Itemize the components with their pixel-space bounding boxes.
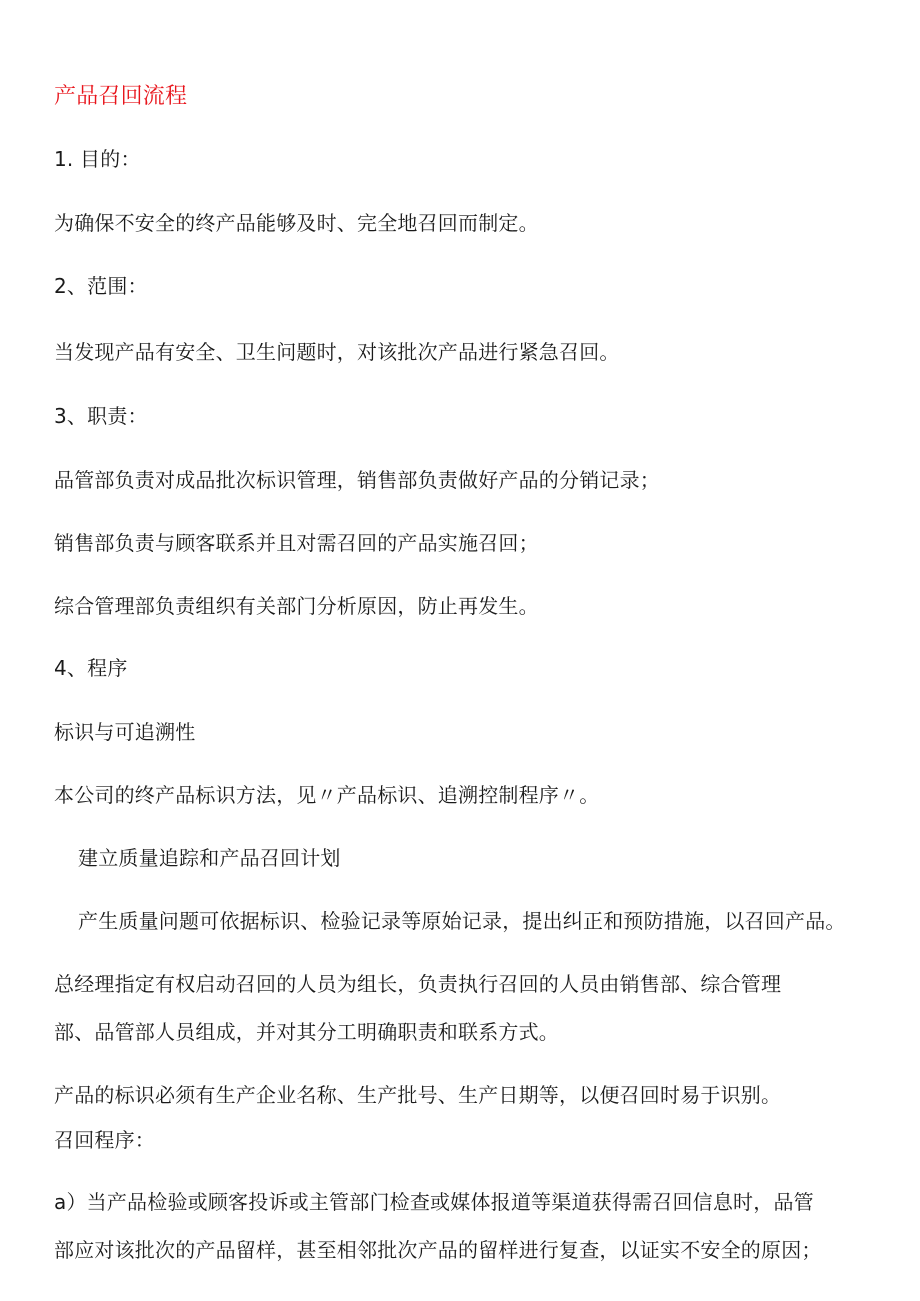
recall-step-a-text-2: 部应对该批次的产品留样，甚至相邻批次产品的留样进行复查，以证实不安全的原因； — [54, 1238, 822, 1262]
section-purpose-heading: 1. 目的： — [54, 147, 141, 171]
recall-team-text-1: 总经理指定有权启动召回的人员为组长，负责执行召回的人员由销售部、综合管理 — [54, 972, 782, 996]
traceability-heading: 标识与可追溯性 — [54, 720, 196, 744]
recall-team-text-2: 部、品管部人员组成，并对其分工明确职责和联系方式。 — [54, 1020, 559, 1044]
recall-plan-heading: 建立质量追踪和产品召回计划 — [78, 846, 341, 870]
duty-text-2: 销售部负责与顾客联系并且对需召回的产品实施召回； — [54, 531, 539, 555]
recall-plan-text: 产生质量问题可依据标识、检验记录等原始记录，提出纠正和预防措施，以召回产品。 — [78, 909, 846, 933]
section-scope-heading: 2、范围： — [54, 274, 148, 298]
recall-step-a-text-1: a）当产品检验或顾客投诉或主管部门检查或媒体报道等渠道获得需召回信息时，品管 — [54, 1190, 814, 1214]
recall-procedure-heading: 召回程序： — [54, 1128, 155, 1152]
scope-text: 当发现产品有安全、卫生问题时，对该批次产品进行紧急召回。 — [54, 340, 620, 364]
purpose-text: 为确保不安全的终产品能够及时、完全地召回而制定。 — [54, 211, 539, 235]
duty-text-1: 品管部负责对成品批次标识管理，销售部负责做好产品的分销记录； — [54, 468, 660, 492]
duty-text-3: 综合管理部负责组织有关部门分析原因，防止再发生。 — [54, 594, 539, 618]
section-duty-heading: 3、职责： — [54, 404, 148, 428]
section-procedure-heading: 4、程序 — [54, 656, 128, 680]
traceability-text: 本公司的终产品标识方法，见〃产品标识、追溯控制程序〃。 — [54, 783, 600, 807]
document-title: 产品召回流程 — [54, 84, 188, 109]
product-label-text: 产品的标识必须有生产企业名称、生产批号、生产日期等，以便召回时易于识别。 — [54, 1083, 782, 1107]
